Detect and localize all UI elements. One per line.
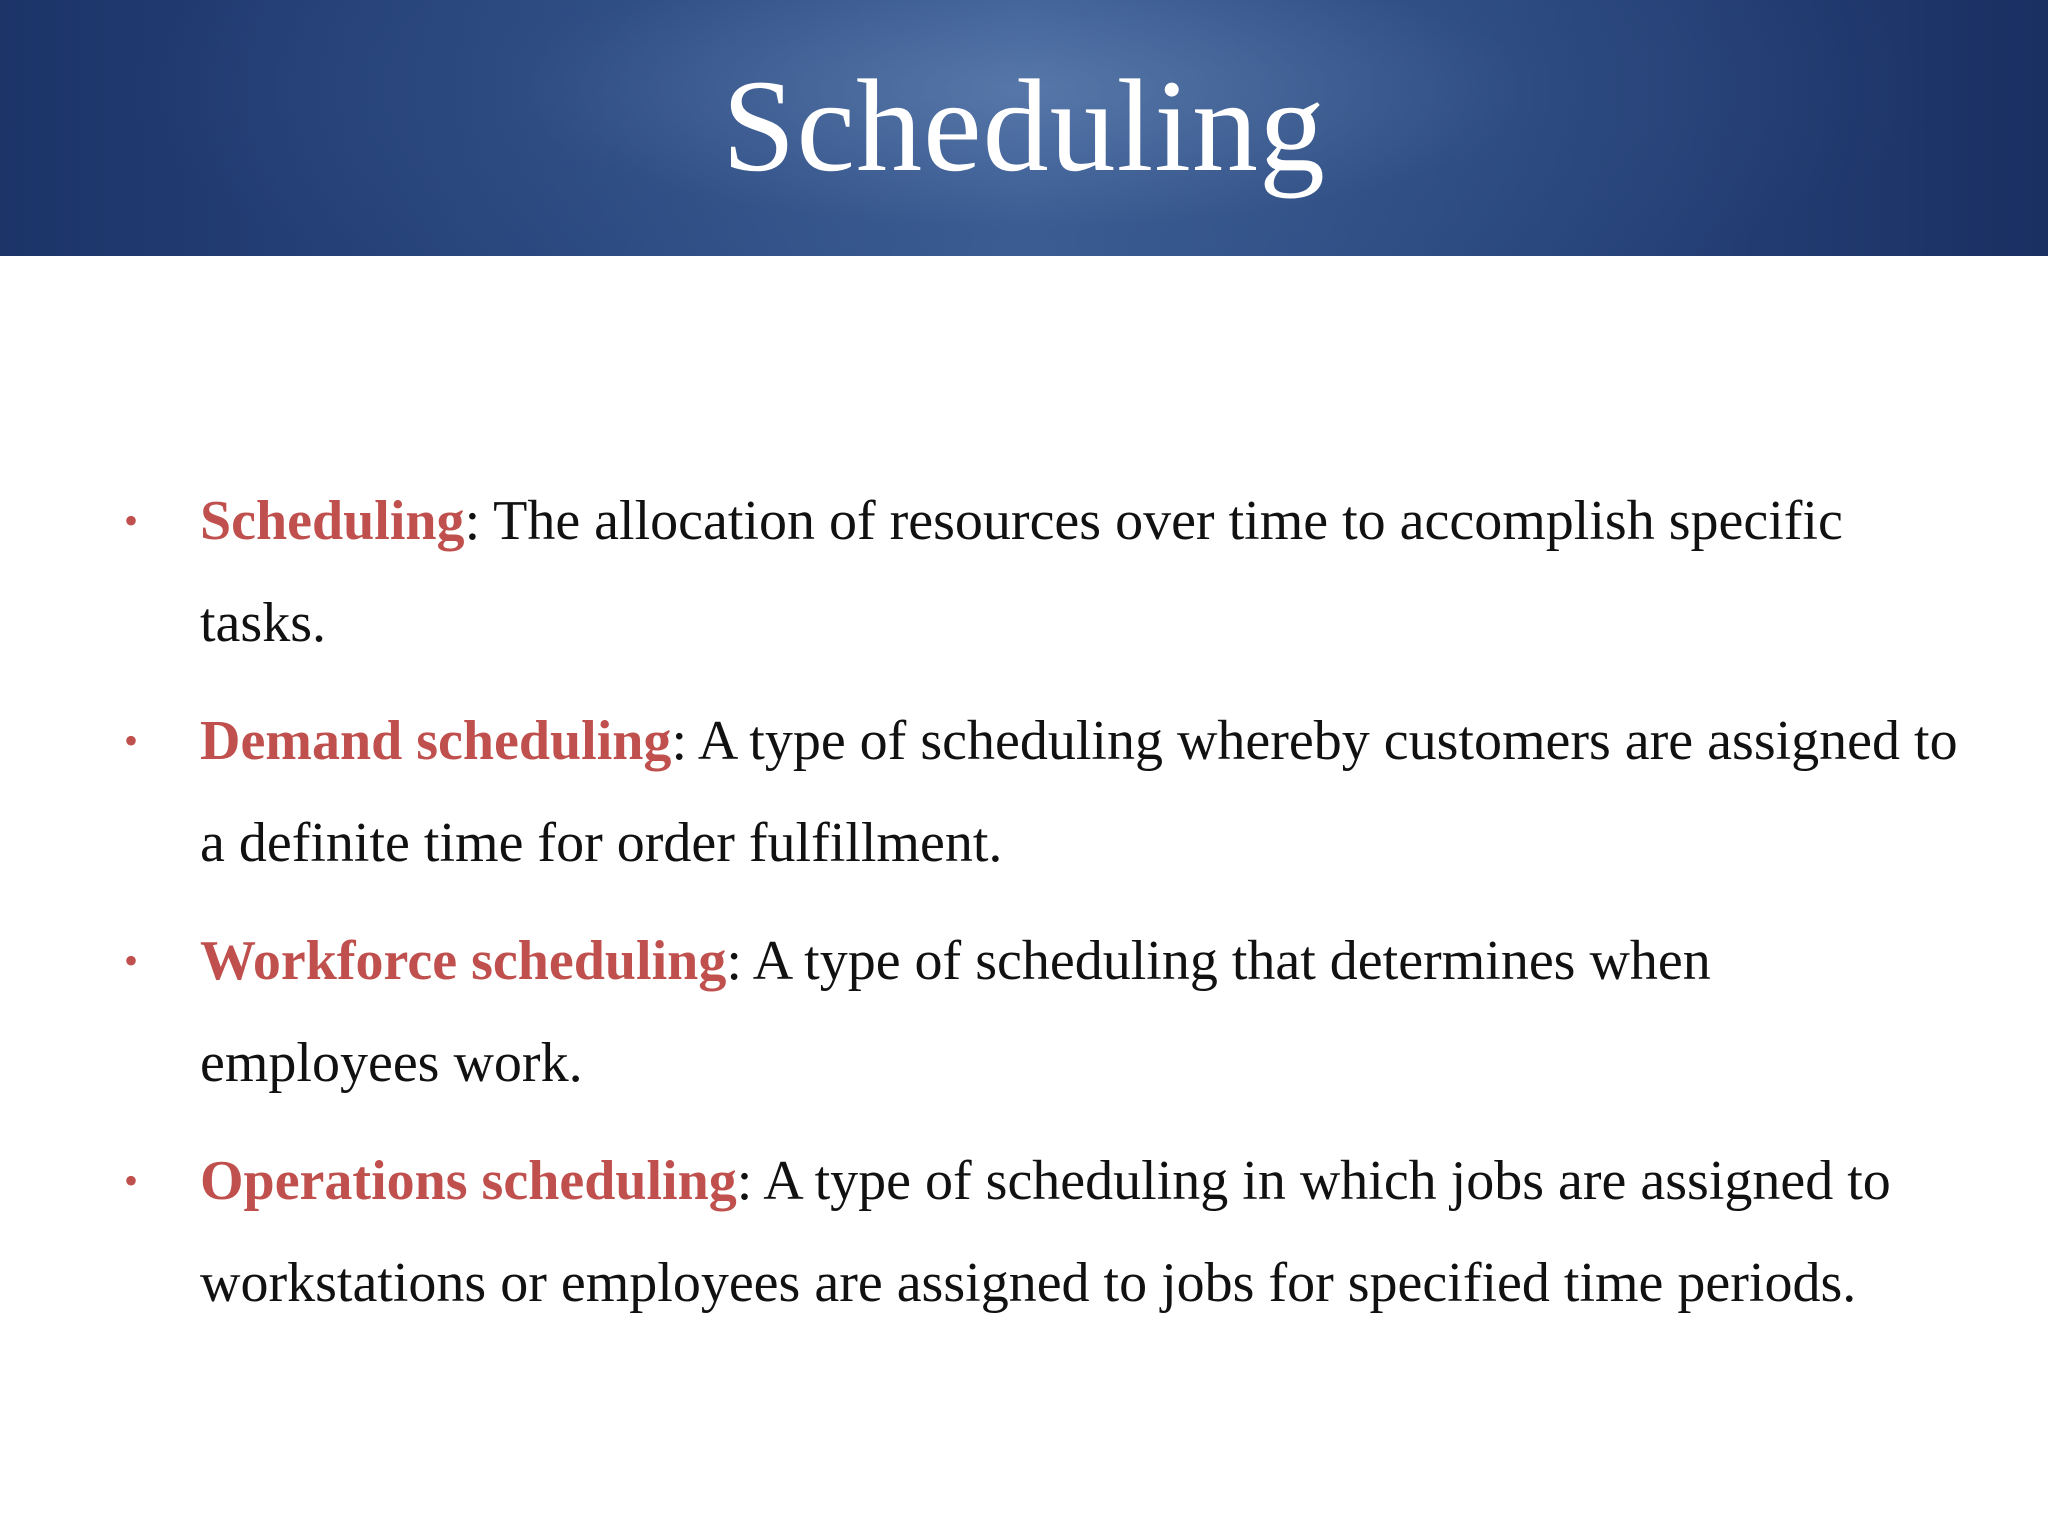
term-label: Operations scheduling xyxy=(200,1150,737,1212)
term-separator: : xyxy=(671,710,698,772)
bullet-dot-icon: • xyxy=(124,498,139,543)
term-definition: A type of scheduling whereby customers are assigned to a definite time for order fulfillment. xyxy=(200,710,1958,874)
term-separator: : xyxy=(726,930,753,992)
term-label: Scheduling xyxy=(200,490,465,552)
term-separator: : xyxy=(464,490,494,552)
term-definition: A type of scheduling in which jobs are assigned to workstations or employees are assigned to jobs for specified time periods. xyxy=(200,1150,1891,1314)
term-label: Demand scheduling xyxy=(200,710,672,772)
term-separator: : xyxy=(736,1150,764,1212)
slide-title: Scheduling xyxy=(722,51,1326,199)
bullet-item-workforce-scheduling xyxy=(0,910,2048,1114)
bullet-item-scheduling xyxy=(0,470,2048,674)
term-definition: The allocation of resources over time to accomplish specific tasks. xyxy=(200,490,1843,654)
term-definition: A type of scheduling that determines when employees work. xyxy=(200,930,1711,1094)
bullet-item-operations-scheduling xyxy=(0,1130,2048,1334)
bullet-dot-icon: • xyxy=(124,718,139,763)
bullet-dot-icon: • xyxy=(124,1158,139,1203)
bullet-list xyxy=(0,470,2048,1350)
bullet-item-demand-scheduling xyxy=(0,690,2048,894)
term-label: Workforce scheduling xyxy=(200,930,727,992)
title-band xyxy=(0,0,2048,256)
bullet-dot-icon: • xyxy=(124,938,139,983)
